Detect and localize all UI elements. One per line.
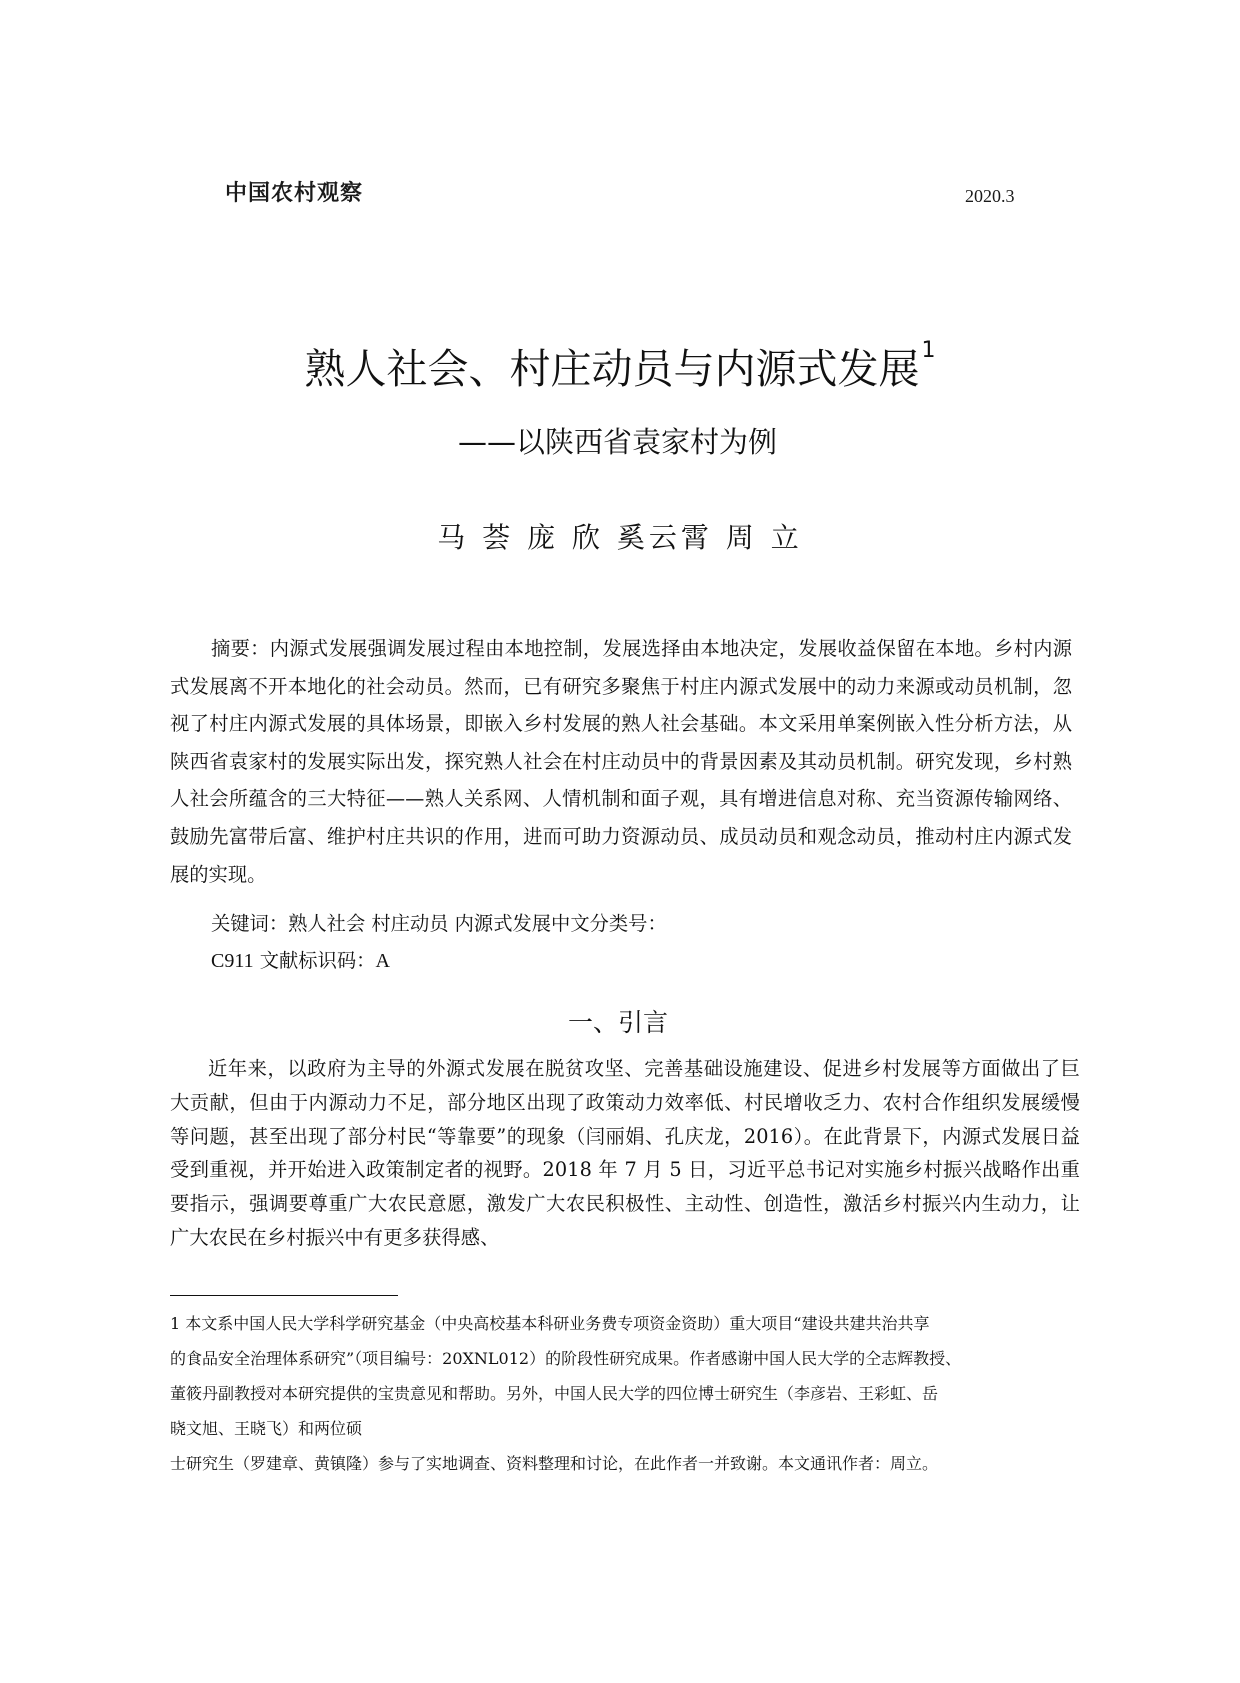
doc-code-label: 文献标识码： xyxy=(259,949,376,972)
issue-number: 2020.3 xyxy=(965,186,1015,206)
abstract xyxy=(170,630,1072,893)
journal-name: 中国农村观察 xyxy=(225,181,364,206)
article-title xyxy=(0,336,1240,395)
article-subtitle: ——以陕西省袁家村为例 xyxy=(458,425,778,459)
body-text xyxy=(170,1052,1080,1255)
footnote-line: 董筱丹副教授对本研究提供的宝贵意见和帮助。另外，中国人民大学的四位博士研究生（李彦岩、王彩虹、岳 xyxy=(170,1384,939,1403)
footnote-line: 1 本文系中国人民大学科学研究基金（中央高校基本科研业务费专项资金资助）重大项目“建设共建共治共享 xyxy=(170,1314,930,1333)
abstract-text: 摘要：内源式发展强调发展过程由本地控制，发展选择由本地决定，发展收益保留在本地。乡村内源式发展离不开本地化的社会动员。然而，已有研究多聚焦于村庄内源式发展中的动力来源或动员机制，忽视了村庄内源式发展的具体场景，即嵌入乡村发展的熟人社会基础。本文采用单案例嵌入性分析方法，从陕西省袁家村的发展实际出发，探究熟人社会在村庄动员中的背景因素及其动员机制。研究发现，乡村熟人社会所蕴含的三大特征——熟人关系网、人情机制和面子观，具有增进信息对称、充当资源传输网络、鼓励先富带后富、维护村庄共识的作用，进而可助力资源动员、成员动员和观念动员，推动村庄内源式发展的实现。 xyxy=(170,637,1072,886)
keywords: 关键词：熟人社会 村庄动员 内源式发展中文分类号： xyxy=(211,912,667,935)
doc-code: A xyxy=(375,950,390,972)
clc-code: C911 xyxy=(211,950,254,972)
footnote xyxy=(170,1306,1092,1481)
footnote-divider xyxy=(170,1295,398,1296)
footnote-line: 的食品安全治理体系研究”（项目编号：20XNL012）的阶段性研究成果。作者感谢中国人民大学的仝志辉教授、 xyxy=(170,1349,962,1368)
section-heading: 一、引言 xyxy=(568,1008,669,1037)
title-footnote-mark[interactable]: 1 xyxy=(921,338,936,363)
footnote-line: 士研究生（罗建章、黄镇隆）参与了实地调查、资料整理和讨论，在此作者一并致谢。本文通讯作者：周立。 xyxy=(170,1454,939,1473)
authors: 马 荟 庞 欣 奚云霄 周 立 xyxy=(437,521,803,554)
body-paragraph: 近年来，以政府为主导的外源式发展在脱贫攻坚、完善基础设施建设、促进乡村发展等方面做出了巨大贡献，但由于内源动力不足，部分地区出现了政策动力效率低、村民增收乏力、农村合作组织发展缓慢等问题，甚至出现了部分村民“等靠要”的现象（闫丽娟、孔庆龙，2016）。在此背景下，内源式发展日益受到重视，并开始进入政策制定者的视野。2018 年 7 月 5 日，习近平总书记对实施乡村振兴战略作出重要指示，强调要尊重广大农民意愿，激发广大农民积极性、主动性、创造性，激活乡村振兴内生动力，让广大农民在乡村振兴中有更多获得感、 xyxy=(170,1057,1080,1249)
footnote-line: 晓文旭、王晓飞）和两位硕 xyxy=(170,1419,363,1438)
article-title-text: 熟人社会、村庄动员与内源式发展 xyxy=(304,345,920,393)
classification-line xyxy=(211,945,390,973)
